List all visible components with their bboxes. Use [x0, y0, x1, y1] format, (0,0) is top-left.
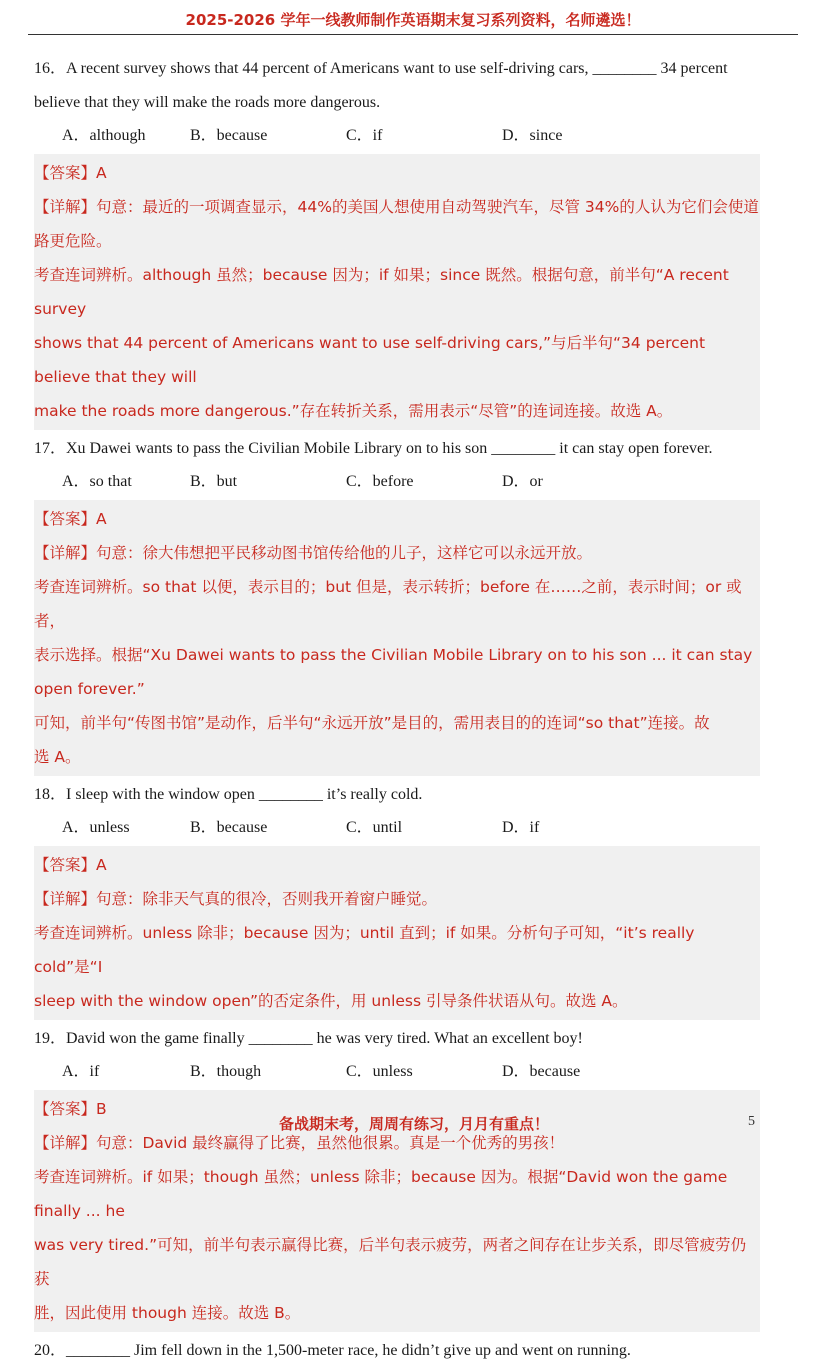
- option-choice: C．before: [346, 473, 414, 490]
- explanation-line: 【详解】句意：David 最终赢得了比赛，虽然他很累。真是一个优秀的男孩！: [34, 1134, 565, 1152]
- answer-explanation-box: [34, 846, 760, 1020]
- options-row: [34, 120, 760, 152]
- options-row: [34, 1056, 760, 1088]
- option-choice: A．so that: [62, 473, 132, 490]
- explanation-line: 【详解】句意：除非天气真的很冷，否则我开着窗户睡觉。: [34, 890, 438, 908]
- answer-explanation-box: [34, 500, 760, 776]
- header-divider: [28, 34, 798, 35]
- explanation-line: 考查连词辨析。although 虽然；because 因为；if 如果；since 既然。根据句意，前半句“A recent survey: [34, 266, 729, 318]
- option-choice: D．because: [502, 1063, 581, 1080]
- options-row: [34, 466, 760, 498]
- answer-label: 【答案】B: [34, 1100, 107, 1118]
- question-stem-line: 16．A recent survey shows that 44 percent of Americans want to use self-driving cars, ________ 34 percent: [34, 60, 728, 77]
- answer-label: 【答案】A: [34, 510, 107, 528]
- option-choice: A．unless: [62, 819, 130, 836]
- option-choice: C．unless: [346, 1063, 413, 1080]
- question-stem-line: 20．________ Jim fell down in the 1,500-meter race, he didn’t give up and went on running.: [34, 1342, 631, 1359]
- option-choice: A．if: [62, 1063, 100, 1080]
- question-stem-line: believe that they will make the roads more dangerous.: [34, 94, 381, 111]
- answer-label: 【答案】A: [34, 164, 107, 182]
- option-choice: B．because: [190, 819, 268, 836]
- explanation-line: make the roads more dangerous.”存在转折关系，需用表示“尽管”的连词连接。故选 A。: [34, 402, 673, 420]
- option-choice: D．if: [502, 819, 540, 836]
- question-list: [34, 52, 760, 1368]
- page-header-title: 2025-2026 学年一线教师制作英语期末复习系列资料，名师遴选！: [185, 11, 641, 29]
- option-choice: B．because: [190, 127, 268, 144]
- answer-explanation-box: [34, 154, 760, 430]
- option-choice: C．if: [346, 127, 383, 144]
- explanation-line: 【详解】句意：最近的一项调查显示，44%的美国人想使用自动驾驶汽车，尽管 34%的人认为它们会使道: [34, 198, 759, 216]
- explanation-line: 考查连词辨析。so that 以便，表示目的；but 但是，表示转折；before 在……之前，表示时间；or 或者，: [34, 578, 742, 630]
- explanation-line: sleep with the window open”的否定条件，用 unless 引导条件状语从句。故选 A。: [34, 992, 628, 1010]
- explanation-line: shows that 44 percent of Americans want to use self-driving cars,”与后半句“34 percent believe that they will: [34, 334, 706, 386]
- question-block: [34, 778, 760, 1020]
- question-block: [34, 1022, 760, 1332]
- explanation-line: 路更危险。: [34, 232, 112, 250]
- explanation-line: was very tired.”可知，前半句表示赢得比赛，后半句表示疲劳，两者之间存在让步关系，即尽管疲劳仍获: [34, 1236, 747, 1288]
- explanation-line: 选 A。: [34, 748, 81, 766]
- question-stem-line: 18．I sleep with the window open ________ it’s really cold.: [34, 786, 423, 803]
- explanation-line: 可知，前半句“传图书馆”是动作，后半句“永远开放”是目的，需用表目的的连词“so that”连接。故: [34, 714, 710, 732]
- explanation-line: 表示选择。根据“Xu Dawei wants to pass the Civilian Mobile Library on to his son ... it can stay open forever.”: [34, 646, 753, 698]
- option-choice: A．although: [62, 127, 146, 144]
- explanation-line: 胜，因此使用 though 连接。故选 B。: [34, 1304, 301, 1322]
- question-block: [34, 432, 760, 776]
- option-choice: D．since: [502, 127, 563, 144]
- option-choice: B．but: [190, 473, 238, 490]
- option-choice: C．until: [346, 819, 403, 836]
- page-number: 5: [748, 1114, 755, 1129]
- explanation-line: 【详解】句意：徐大伟想把平民移动图书馆传给他的儿子，这样它可以永远开放。: [34, 544, 593, 562]
- explanation-line: 考查连词辨析。if 如果；though 虽然；unless 除非；because 因为。根据“David won the game finally ... he: [34, 1168, 728, 1220]
- option-choice: D．or: [502, 473, 543, 490]
- options-row: [34, 812, 760, 844]
- footer-slogan: 备战期末考，周周有练习，月月有重点！: [278, 1115, 549, 1133]
- question-stem-line: 19．David won the game finally ________ he was very tired. What an excellent boy!: [34, 1030, 583, 1047]
- answer-label: 【答案】A: [34, 856, 107, 874]
- option-choice: B．though: [190, 1063, 262, 1080]
- question-block: [34, 52, 760, 430]
- explanation-line: 考查连词辨析。unless 除非；because 因为；until 直到；if 如果。分析句子可知，“it’s really cold”是“I: [34, 924, 695, 976]
- question-stem-line: 17．Xu Dawei wants to pass the Civilian Mobile Library on to his son ________ it can stay open forever.: [34, 440, 713, 457]
